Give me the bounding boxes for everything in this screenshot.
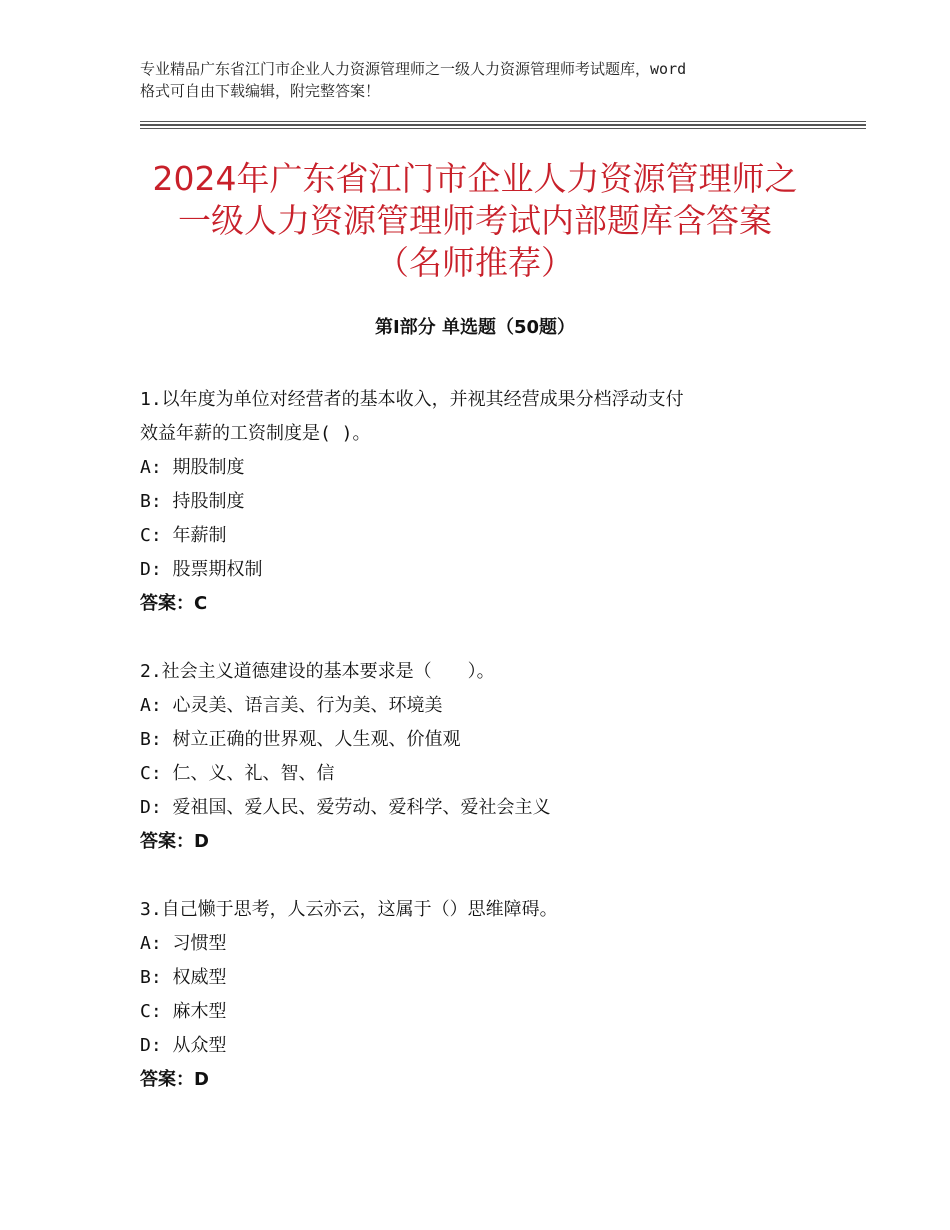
question-stem: 3.自己懒于思考，人云亦云，这属于（）思维障碍。 — [140, 899, 558, 920]
option-d: D: 爱祖国、爱人民、爱劳动、爱科学、爱社会主义 — [140, 797, 551, 818]
answer: 答案：C — [140, 593, 208, 614]
header-note-line-2: 格式可自由下载编辑，附完整答案！ — [140, 82, 381, 100]
section-title: 第Ⅰ部分 单选题（50题） — [374, 317, 575, 338]
answer: 答案：D — [140, 831, 209, 852]
option-b: B: 持股制度 — [140, 491, 245, 512]
option-c: C: 仁、义、礼、智、信 — [140, 763, 335, 784]
option-a: A: 期股制度 — [140, 457, 245, 478]
header-note — [140, 58, 830, 102]
header-rule-middle — [140, 124, 866, 126]
answer: 答案：D — [140, 1069, 209, 1090]
option-b: B: 树立正确的世界观、人生观、价值观 — [140, 729, 461, 750]
question-1 — [140, 383, 820, 621]
document-title-line-2: 一级人力资源管理师考试内部题库含答案 — [178, 201, 772, 240]
question-list — [140, 383, 820, 1131]
question-stem-continued: 效益年薪的工资制度是( )。 — [140, 423, 371, 444]
question-stem: 1.以年度为单位对经营者的基本收入，并视其经营成果分档浮动支付 — [140, 389, 684, 410]
option-a: A: 心灵美、语言美、行为美、环境美 — [140, 695, 443, 716]
header-rule-bottom — [140, 128, 866, 129]
document-title — [120, 158, 830, 284]
document-title-line-3: （名师推荐） — [376, 243, 574, 282]
document-title-line-1: 2024年广东省江门市企业人力资源管理师之 — [152, 159, 798, 198]
option-c: C: 年薪制 — [140, 525, 227, 546]
question-stem: 2.社会主义道德建设的基本要求是（ ）。 — [140, 661, 495, 682]
option-d: D: 股票期权制 — [140, 559, 263, 580]
option-c: C: 麻木型 — [140, 1001, 227, 1022]
question-2 — [140, 655, 820, 859]
header-note-line-1: 专业精品广东省江门市企业人力资源管理师之一级人力资源管理师考试题库，word — [140, 60, 687, 78]
option-d: D: 从众型 — [140, 1035, 227, 1056]
option-a: A: 习惯型 — [140, 933, 227, 954]
option-b: B: 权威型 — [140, 967, 227, 988]
question-3 — [140, 893, 820, 1097]
header-rule-top — [140, 121, 866, 122]
